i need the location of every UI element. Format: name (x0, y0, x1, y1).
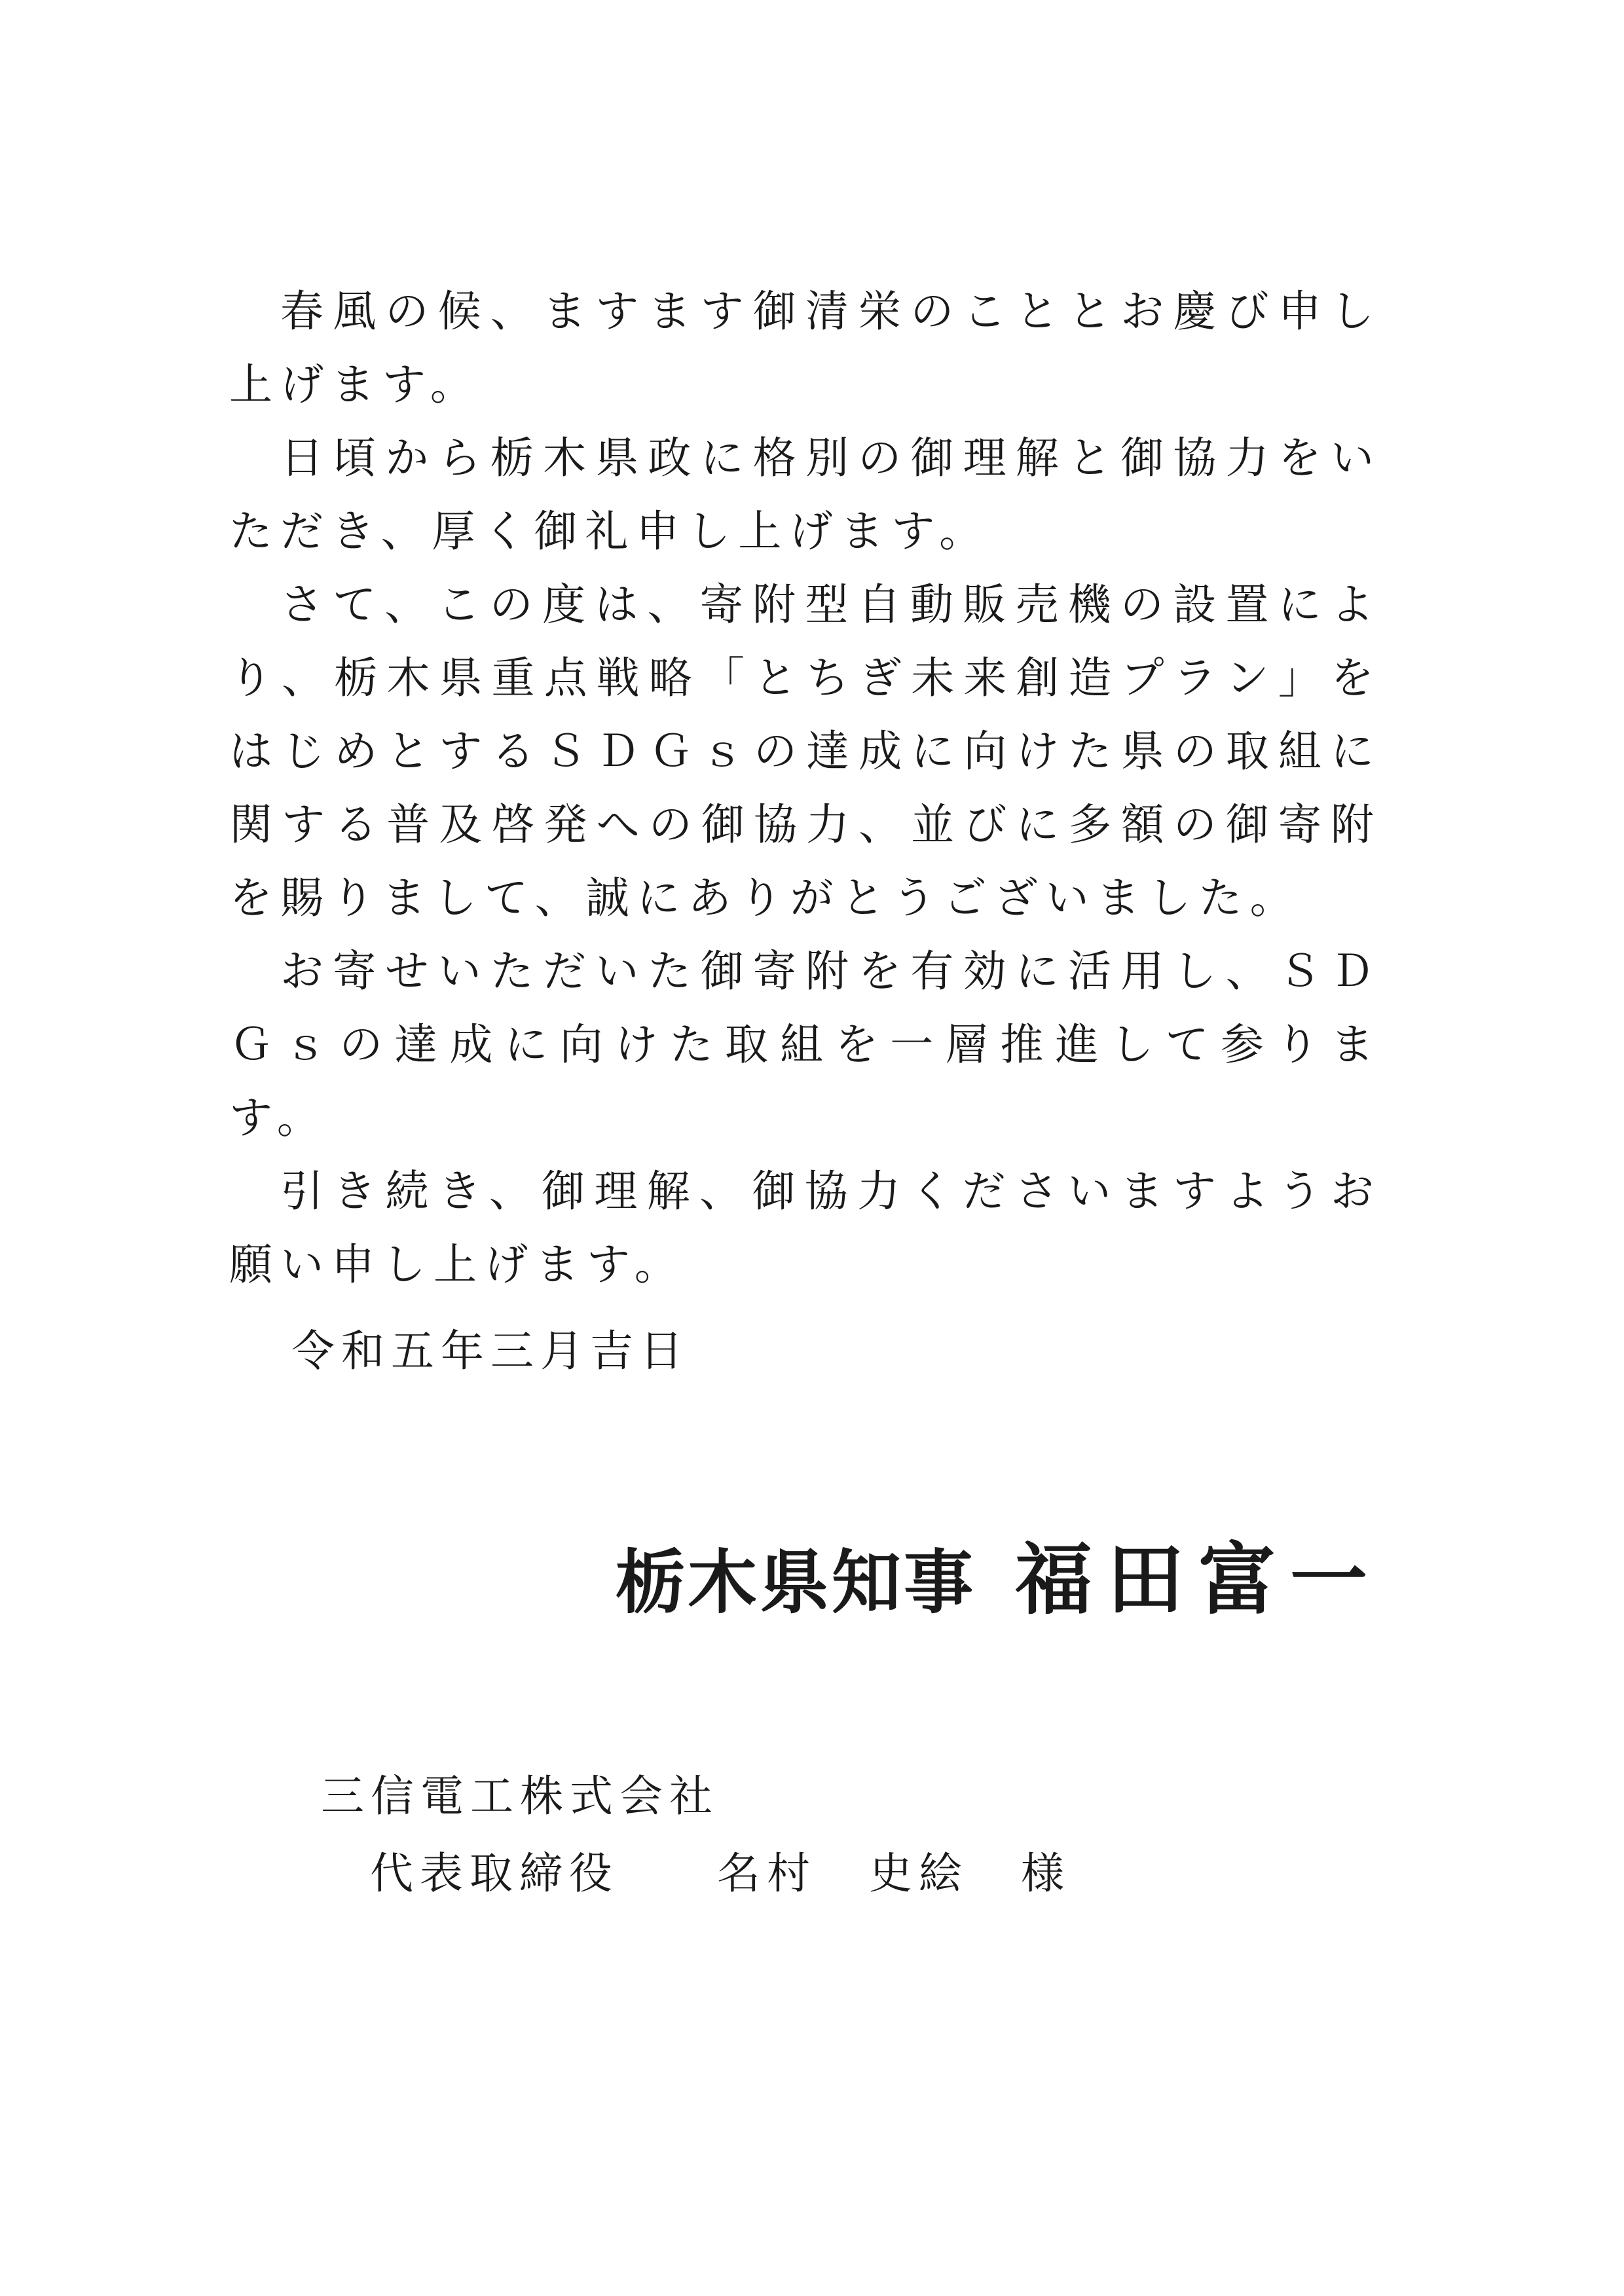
recipient-role: 代表取締役 (370, 1848, 619, 1899)
letter-date: 令和五年三月吉日 (291, 1326, 690, 1376)
paragraph-closing: 引き続き、御理解、御協力くださいますようお願い申し上げます。 (229, 1166, 1382, 1290)
paragraph-usage: お寄せいただいた御寄附を有効に活用し、ＳＤＧｓの達成に向けた取組を一層推進して参ります。 (229, 946, 1382, 1143)
recipient-family-name: 名村 (717, 1848, 817, 1899)
paragraph-greeting: 春風の候、ますます御清栄のこととお慶び申し上げます。 (229, 286, 1382, 410)
recipient-person (370, 1838, 1071, 1901)
recipient-given-name: 史絵 (869, 1848, 969, 1899)
governor-signature (616, 1518, 1382, 1629)
paragraph-thanks: 日頃から栃木県政に格別の御理解と御協力をいただき、厚く御礼申し上げます。 (229, 433, 1382, 556)
signature-title: 栃木県知事 (615, 1541, 976, 1623)
recipient-honorific: 様 (1021, 1848, 1071, 1899)
paragraph-donation: さて、この度は、寄附型自動販売機の設置により、栃木県重点戦略「とちぎ未来創造プラン」をはじめとするＳＤＧｓの達成に向けた県の取組に関する普及啓発への御協力、並びに多額の御寄附を賜りまして、誠にありがとうございました。 (229, 579, 1382, 923)
letter-body (229, 275, 1382, 1302)
recipient-company: 三信電工株式会社 (321, 1771, 719, 1821)
signature-name: 福田富一 (1014, 1534, 1382, 1625)
